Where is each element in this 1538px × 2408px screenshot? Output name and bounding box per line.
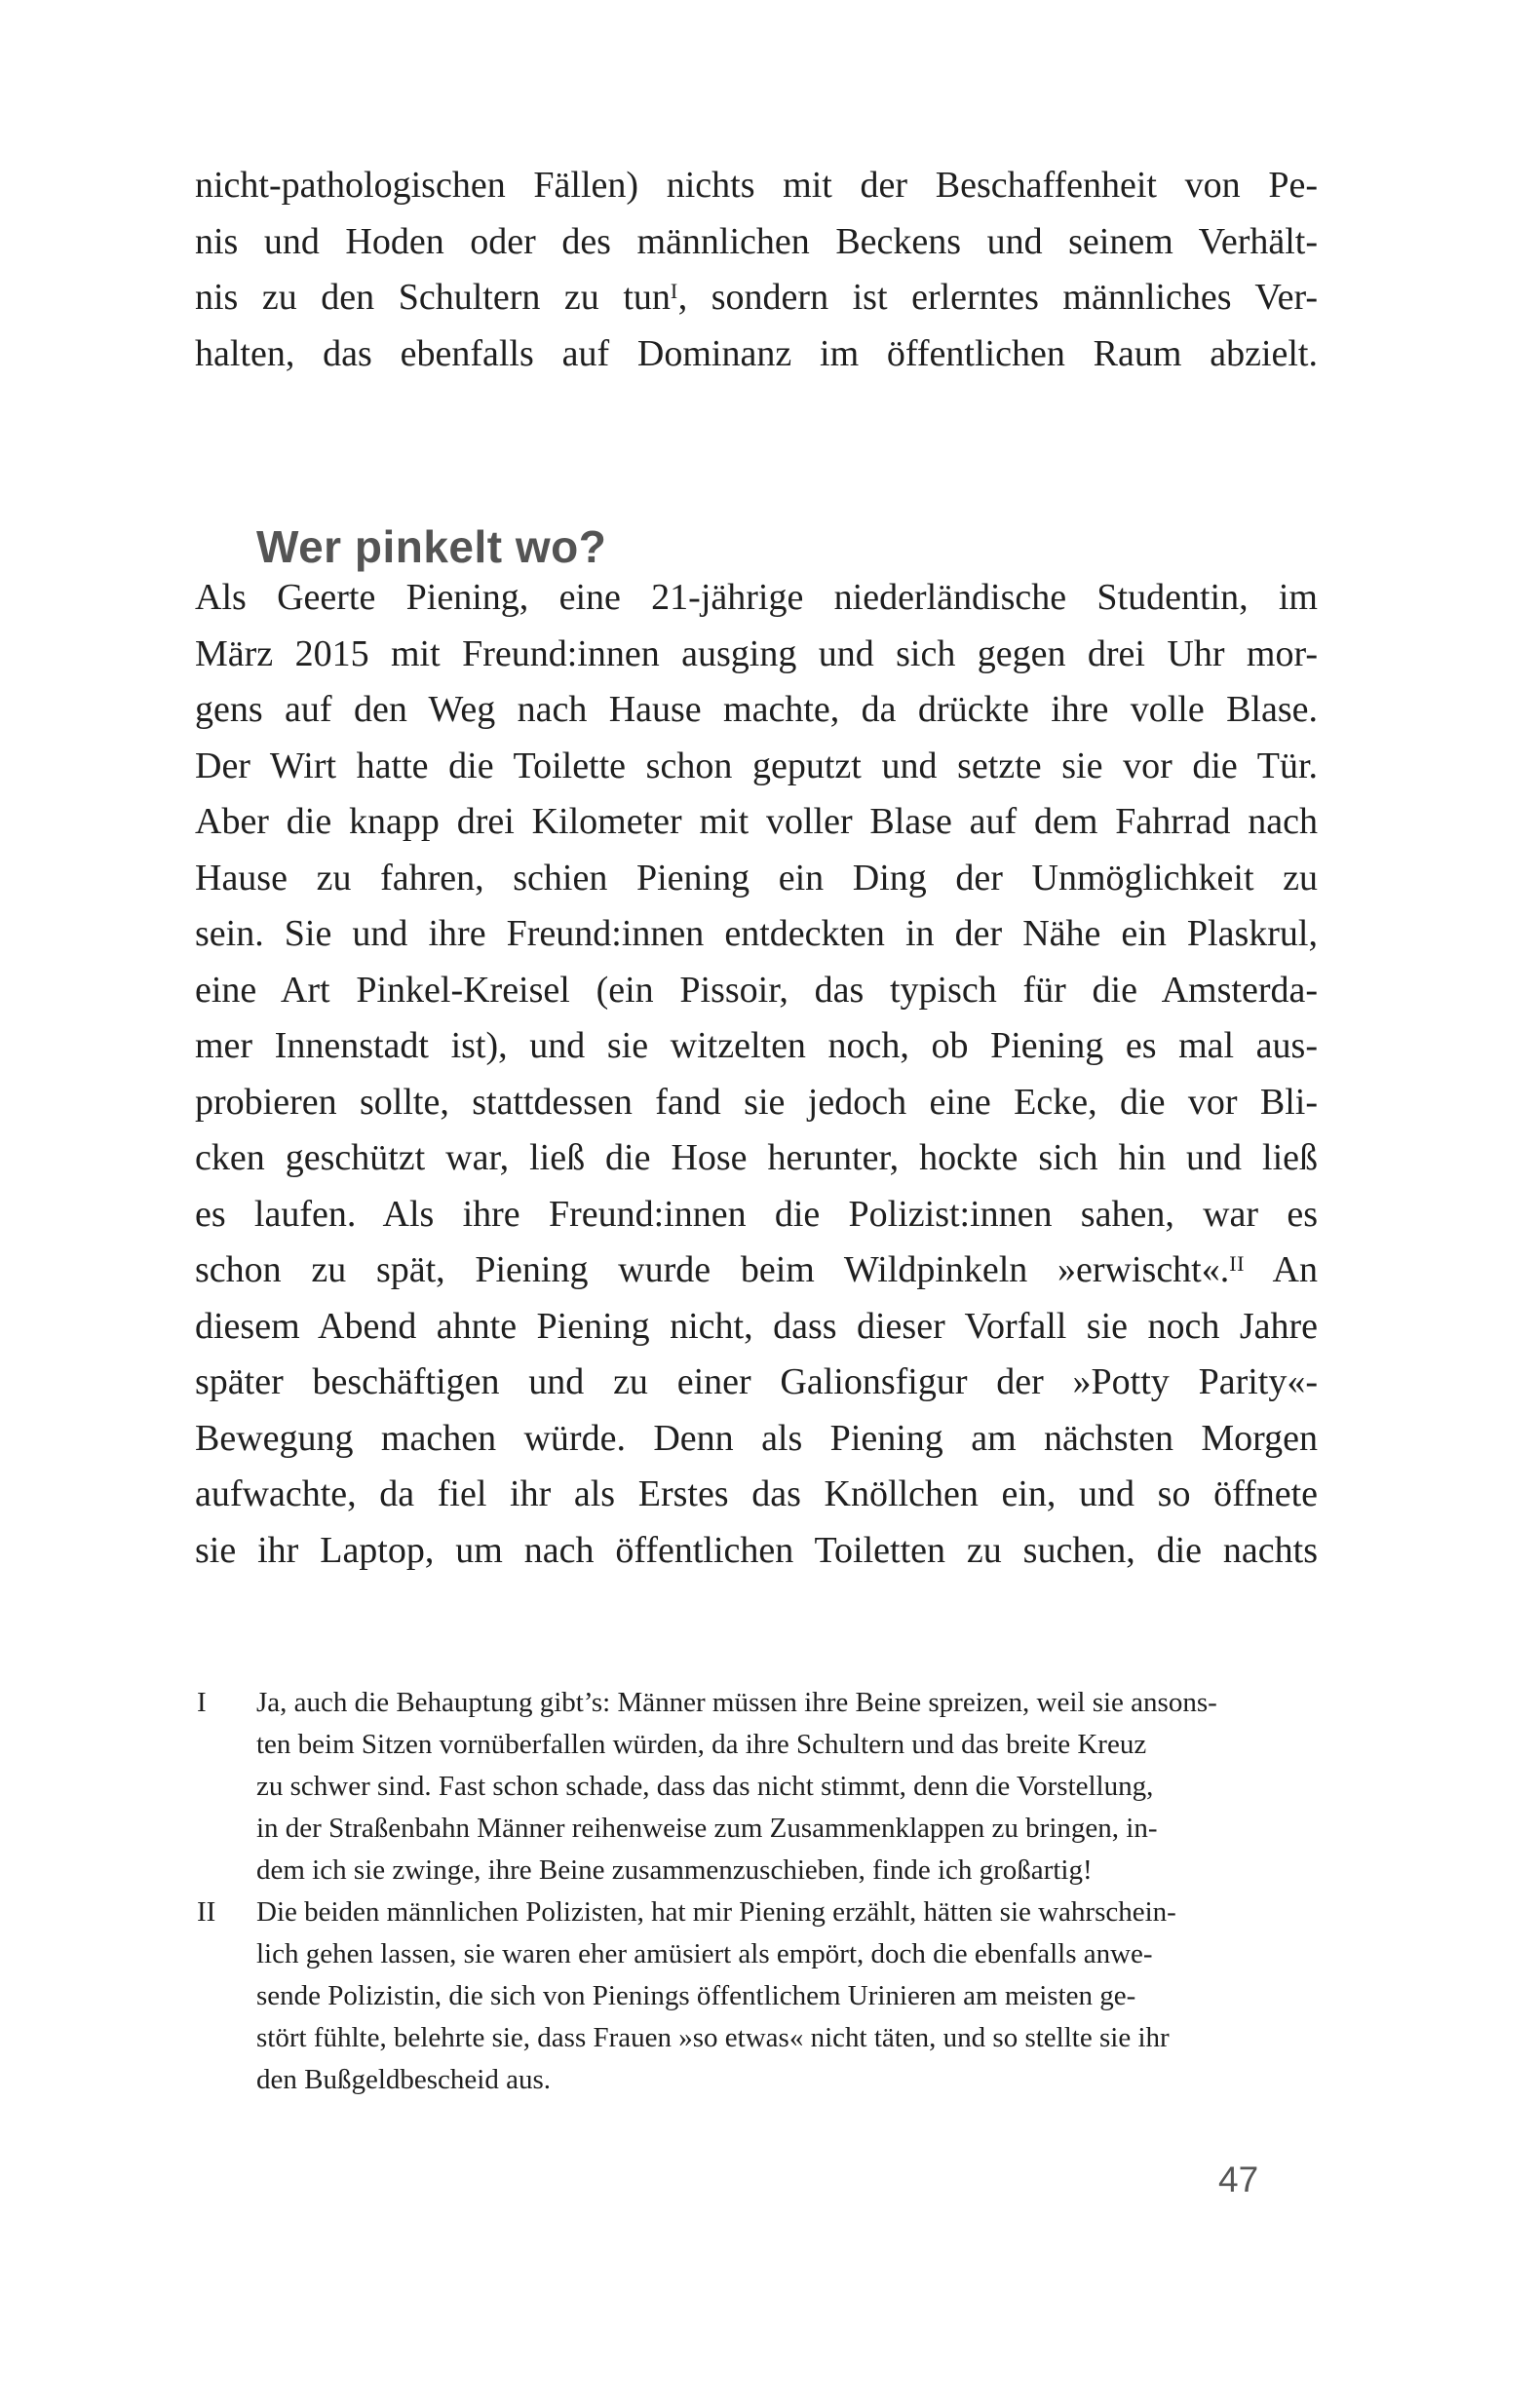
footnote-ref: I <box>670 278 678 303</box>
text-line: sende Polizistin, die sich von Pienings öffentlichem Urinieren am meisten ge- <box>256 1980 1136 2011</box>
text-line: nicht-pathologischen Fällen) nichts mit der Beschaffenheit von Pe- <box>195 165 1318 206</box>
text-line: ten beim Sitzen vornüberfallen würden, da ihre Schultern und das breite Kreuz <box>256 1729 1147 1760</box>
main-paragraph <box>195 570 1318 1579</box>
text-line: eine Art Pinkel-Kreisel (ein Pissoir, das typisch für die Amsterda- <box>195 969 1318 1011</box>
text-line: Bewegung machen würde. Denn als Piening am nächsten Morgen <box>195 1417 1318 1459</box>
text-line: aufwachte, da fiel ihr als Erstes das Knöllchen ein, und so öffnete <box>195 1473 1318 1514</box>
text-line: sein. Sie und ihre Freund:innen entdeckten in der Nähe ein Plaskrul, <box>195 913 1318 954</box>
text-line: es laufen. Als ihre Freund:innen die Polizist:innen sahen, war es <box>195 1193 1318 1235</box>
page-number: 47 <box>1218 2160 1259 2199</box>
section-heading: Wer pinkelt wo? <box>256 521 607 573</box>
text-line: dem ich sie zwinge, ihre Beine zusammenzuschieben, finde ich großartig! <box>256 1854 1093 1886</box>
text-line: Hause zu fahren, schien Piening ein Ding der Unmöglichkeit zu <box>195 857 1318 898</box>
text-line: Die beiden männlichen Polizisten, hat mir Piening erzählt, hätten sie wahrschein- <box>256 1896 1176 1928</box>
text-line: Als Geerte Piening, eine 21-jährige niederländische Studentin, im <box>195 577 1318 618</box>
text-line: lich gehen lassen, sie waren eher amüsiert als empört, doch die ebenfalls anwe- <box>256 1938 1153 1969</box>
text-line: halten, das ebenfalls auf Dominanz im öffentlichen Raum abzielt. <box>195 332 1318 374</box>
footnote-marker: I <box>197 1687 207 1718</box>
text-line: probieren sollte, stattdessen fand sie jedoch eine Ecke, die vor Bli- <box>195 1081 1318 1123</box>
text-line: den Bußgeldbescheid aus. <box>256 2064 552 2095</box>
text-line: schon zu spät, Piening wurde beim Wildpinkeln »erwischt«.$^{II}$ An <box>195 1249 1318 1290</box>
footnote-text <box>256 1892 1318 2101</box>
footnote-marker: II <box>197 1896 216 1928</box>
text-line: stört fühlte, belehrte sie, dass Frauen »so etwas« nicht täten, und so stellte sie ihr <box>256 2022 1170 2053</box>
text-line: Aber die knapp drei Kilometer mit voller Blase auf dem Fahrrad nach <box>195 801 1318 842</box>
text-line: in der Straßenbahn Männer reihenweise zum Zusammenklappen zu bringen, in- <box>256 1813 1158 1844</box>
text-line: März 2015 mit Freund:innen ausging und sich gegen drei Uhr mor- <box>195 632 1318 674</box>
text-line: nis und Hoden oder des männlichen Beckens und seinem Verhält- <box>195 220 1318 262</box>
text-line: mer Innenstadt ist), und sie witzelten noch, ob Piening es mal aus- <box>195 1025 1318 1066</box>
text-line: sie ihr Laptop, um nach öffentlichen Toiletten zu suchen, die nachts <box>195 1529 1318 1571</box>
intro-paragraph <box>195 158 1318 382</box>
text-line: Ja, auch die Behauptung gibt’s: Männer müssen ihre Beine spreizen, weil sie ansons- <box>256 1687 1217 1718</box>
text-line: diesem Abend ahnte Piening nicht, dass dieser Vorfall sie noch Jahre <box>195 1305 1318 1347</box>
footnote-section <box>197 1682 1318 2101</box>
text-line: später beschäftigen und zu einer Galionsfigur der »Potty Parity«- <box>195 1361 1318 1402</box>
footnote-text <box>256 1682 1318 1892</box>
text-line: gens auf den Weg nach Hause machte, da drückte ihre volle Blase. <box>195 689 1318 730</box>
text-line: cken geschützt war, ließ die Hose herunter, hockte sich hin und ließ <box>195 1137 1318 1178</box>
footnote-ref: II <box>1229 1250 1245 1276</box>
footnote-1 <box>197 1682 1318 1892</box>
text-line: nis zu den Schultern zu tun$^I$, sondern ist erlerntes männliches Ver- <box>195 277 1318 318</box>
text-line: Der Wirt hatte die Toilette schon geputzt und setzte sie vor die Tür. <box>195 745 1318 786</box>
text-line: zu schwer sind. Fast schon schade, dass das nicht stimmt, denn die Vorstellung, <box>256 1771 1154 1802</box>
footnote-2 <box>197 1892 1318 2101</box>
